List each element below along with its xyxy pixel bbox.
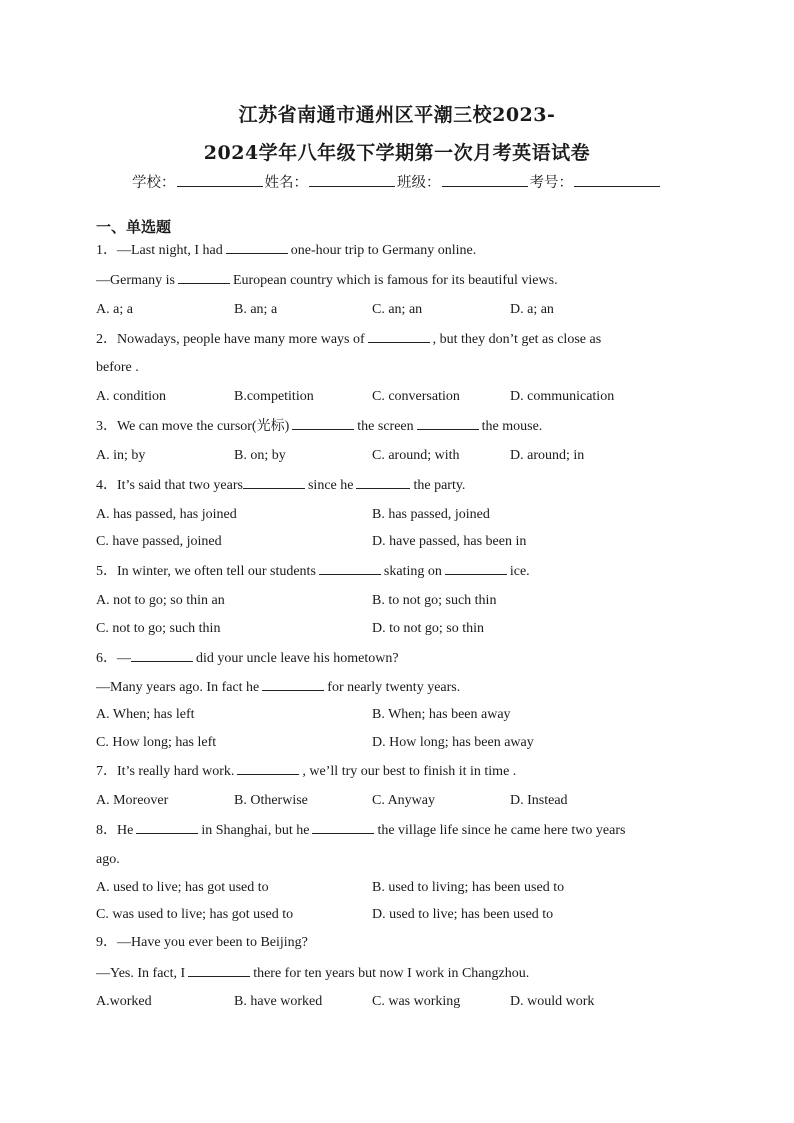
option-c[interactable]: C. around; with	[372, 448, 460, 463]
option-a[interactable]: A. condition	[96, 389, 166, 404]
option-b[interactable]: B. When; has been away	[372, 707, 511, 722]
class-blank[interactable]	[442, 174, 528, 187]
question-9-line-2: —Yes. In fact, I there for ten years but now I work in Changzhou.	[96, 966, 530, 981]
option-c[interactable]: C. conversation	[372, 389, 460, 404]
answer-blank[interactable]	[262, 678, 324, 691]
answer-blank[interactable]	[226, 241, 288, 254]
question-1-line-2: —Germany is European country which is famous for its beautiful views.	[96, 273, 558, 288]
question-2-line-1: 2．Nowadays, people have many more ways of , but they don’t get as close as	[96, 332, 602, 347]
option-b[interactable]: B. on; by	[234, 448, 286, 463]
option-d[interactable]: D. to not go; so thin	[372, 621, 485, 636]
student-info-row	[0, 171, 794, 192]
answer-blank[interactable]	[292, 417, 354, 430]
option-c[interactable]: C. have passed, joined	[96, 534, 222, 549]
answer-blank[interactable]	[368, 330, 430, 343]
answer-blank[interactable]	[312, 821, 374, 834]
option-a[interactable]: A. has passed, has joined	[96, 507, 237, 522]
answer-blank[interactable]	[243, 476, 305, 489]
question-8-line-1: 8．He in Shanghai, but he the village life since he came here two years	[96, 823, 626, 838]
answer-blank[interactable]	[136, 821, 198, 834]
option-b[interactable]: B.competition	[234, 389, 314, 404]
exam-number-blank[interactable]	[574, 174, 660, 187]
option-b[interactable]: B. Otherwise	[234, 793, 308, 808]
option-a[interactable]: A. in; by	[96, 448, 146, 463]
question-7-line-1: 7．It’s really hard work. , we’ll try our best to finish it in time .	[96, 764, 517, 779]
question-3-line-1: 3．We can move the cursor(光标) the screen the mouse.	[96, 419, 543, 434]
question-2-line-2: before .	[96, 360, 139, 375]
title-line-2: 2024学年八年级下学期第一次月考英语试卷	[203, 142, 591, 164]
option-d[interactable]: D. How long; has been away	[372, 735, 534, 750]
title-line-1: 江苏省南通市通州区平潮三校2023-	[238, 104, 556, 126]
question-4-line-1: 4．It’s said that two years since he the party.	[96, 478, 466, 493]
answer-blank[interactable]	[237, 762, 299, 775]
option-c[interactable]: C. was working	[372, 994, 461, 1009]
option-a[interactable]: A. not to go; so thin an	[96, 593, 225, 608]
question-6-line-1: 6．— did your uncle leave his hometown?	[96, 651, 399, 666]
exam-number-label: 考号：	[529, 175, 573, 191]
class-label: 班级：	[397, 175, 441, 191]
option-b[interactable]: B. have worked	[234, 994, 323, 1009]
answer-blank[interactable]	[188, 964, 250, 977]
option-c[interactable]: C. an; an	[372, 302, 423, 317]
answer-blank[interactable]	[445, 562, 507, 575]
option-b[interactable]: B. used to living; has been used to	[372, 880, 565, 895]
question-6-line-2: —Many years ago. In fact he for nearly twenty years.	[96, 680, 461, 695]
option-a[interactable]: A. used to live; has got used to	[96, 880, 269, 895]
question-5-line-1: 5．In winter, we often tell our students skating on ice.	[96, 564, 530, 579]
option-d[interactable]: D. would work	[510, 994, 595, 1009]
option-d[interactable]: D. used to live; has been used to	[372, 907, 554, 922]
section-title: 一、单选题	[96, 218, 172, 236]
name-label: 姓名：	[264, 175, 308, 191]
question-8-line-2: ago.	[96, 852, 120, 867]
question-9-line-1: 9．—Have you ever been to Beijing?	[96, 935, 308, 950]
answer-blank[interactable]	[417, 417, 479, 430]
option-b[interactable]: B. an; a	[234, 302, 278, 317]
option-a[interactable]: A.worked	[96, 994, 152, 1009]
option-c[interactable]: C. Anyway	[372, 793, 435, 808]
answer-blank[interactable]	[319, 562, 381, 575]
school-blank[interactable]	[177, 174, 263, 187]
option-a[interactable]: A. When; has left	[96, 707, 195, 722]
option-d[interactable]: D. communication	[510, 389, 615, 404]
option-d[interactable]: D. around; in	[510, 448, 585, 463]
name-blank[interactable]	[309, 174, 395, 187]
option-d[interactable]: D. a; an	[510, 302, 554, 317]
option-d[interactable]: D. Instead	[510, 793, 568, 808]
option-b[interactable]: B. has passed, joined	[372, 507, 490, 522]
option-a[interactable]: A. a; a	[96, 302, 133, 317]
answer-blank[interactable]	[178, 271, 230, 284]
option-d[interactable]: D. have passed, has been in	[372, 534, 527, 549]
school-label: 学校：	[132, 175, 176, 191]
option-a[interactable]: A. Moreover	[96, 793, 169, 808]
option-b[interactable]: B. to not go; such thin	[372, 593, 497, 608]
question-1-line-1: 1．—Last night, I had one-hour trip to Germany online.	[96, 243, 477, 258]
option-c[interactable]: C. was used to live; has got used to	[96, 907, 294, 922]
answer-blank[interactable]	[356, 476, 410, 489]
answer-blank[interactable]	[131, 649, 193, 662]
option-c[interactable]: C. How long; has left	[96, 735, 217, 750]
option-c[interactable]: C. not to go; such thin	[96, 621, 221, 636]
